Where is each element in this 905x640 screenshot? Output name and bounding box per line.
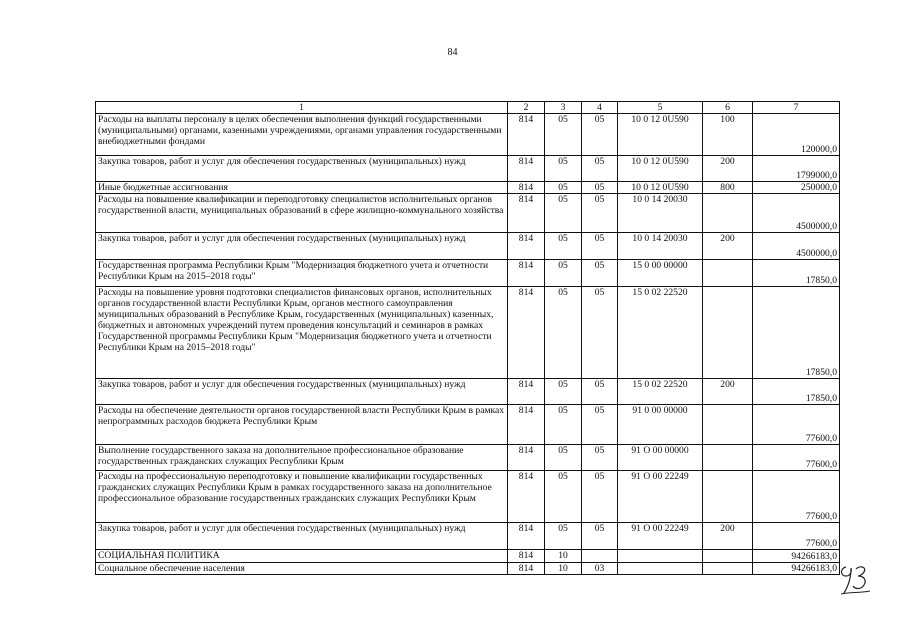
amount: 250000,0 xyxy=(753,182,840,194)
header-row xyxy=(96,102,840,114)
expense-type-code: 100 xyxy=(703,114,753,156)
budget-table xyxy=(95,101,840,575)
section-code: 05 xyxy=(545,182,582,194)
agency-code: 814 xyxy=(508,114,545,156)
amount: 17850,0 xyxy=(753,379,840,405)
target-article-code: 10 0 12 0U590 xyxy=(618,182,703,194)
row-description: Расходы на повышение квалификации и переподготовку специалистов исполнительных органов государственной власти, муниципальных образований в сфере жилищно-коммунального хозяйства xyxy=(96,194,508,233)
section-code: 05 xyxy=(545,405,582,445)
target-article-code xyxy=(618,563,703,575)
header-cell: 1 xyxy=(96,102,508,114)
subsection-code: 05 xyxy=(582,523,618,550)
agency-code: 814 xyxy=(508,523,545,550)
target-article-code: 10 0 14 20030 xyxy=(618,194,703,233)
expense-type-code: 200 xyxy=(703,233,753,260)
subsection-code: 05 xyxy=(582,156,618,182)
header-cell: 5 xyxy=(618,102,703,114)
expense-type-code xyxy=(703,405,753,445)
section-code: 05 xyxy=(545,233,582,260)
target-article-code: 91 О 00 22249 xyxy=(618,523,703,550)
table-row xyxy=(96,523,840,550)
subsection-code: 05 xyxy=(582,379,618,405)
header-cell: 7 xyxy=(753,102,840,114)
table-row xyxy=(96,379,840,405)
agency-code: 814 xyxy=(508,287,545,379)
row-description: Расходы на обеспечение деятельности органов государственной власти Республики Крым в рамках непрограммных расходов бюджета Республики Крым xyxy=(96,405,508,445)
target-article-code: 15 0 02 22520 xyxy=(618,287,703,379)
row-description: Расходы на профессиональную переподготовку и повышение квалификации государственных гражданских служащих Республики Крым в рамках государственного заказа на дополнительное профессиональное образование государственных гражданских служащих Республики Крым xyxy=(96,471,508,523)
target-article-code: 91 0 00 00000 xyxy=(618,405,703,445)
subsection-code: 05 xyxy=(582,445,618,471)
section-code: 05 xyxy=(545,260,582,287)
subsection-code: 05 xyxy=(582,233,618,260)
subsection-code: 05 xyxy=(582,194,618,233)
agency-code: 814 xyxy=(508,260,545,287)
table-row xyxy=(96,233,840,260)
table-row xyxy=(96,260,840,287)
subsection-code: 05 xyxy=(582,114,618,156)
section-code: 05 xyxy=(545,523,582,550)
row-description: Закупка товаров, работ и услуг для обеспечения государственных (муниципальных) нужд xyxy=(96,379,508,405)
amount: 94266183,0 xyxy=(753,550,840,563)
amount: 94266183,0 xyxy=(753,563,840,575)
expense-type-code: 200 xyxy=(703,156,753,182)
amount: 4500000,0 xyxy=(753,194,840,233)
agency-code: 814 xyxy=(508,405,545,445)
subsection-code: 05 xyxy=(582,287,618,379)
expense-type-code xyxy=(703,563,753,575)
agency-code: 814 xyxy=(508,445,545,471)
header-cell: 4 xyxy=(582,102,618,114)
expense-type-code xyxy=(703,445,753,471)
target-article-code: 91 О 00 22249 xyxy=(618,471,703,523)
expense-type-code xyxy=(703,194,753,233)
section-code: 05 xyxy=(545,156,582,182)
row-description: Закупка товаров, работ и услуг для обеспечения государственных (муниципальных) нужд xyxy=(96,233,508,260)
table-row xyxy=(96,287,840,379)
row-description: Иные бюджетные ассигнования xyxy=(96,182,508,194)
subsection-code xyxy=(582,550,618,563)
section-code: 10 xyxy=(545,550,582,563)
row-description: Выполнение государственного заказа на дополнительное профессиональное образование государственных гражданских служащих Республики Крым xyxy=(96,445,508,471)
table-row xyxy=(96,550,840,563)
header-cell: 6 xyxy=(703,102,753,114)
amount: 4500000,0 xyxy=(753,233,840,260)
amount: 77600,0 xyxy=(753,523,840,550)
expense-type-code: 200 xyxy=(703,379,753,405)
table-row xyxy=(96,114,840,156)
handwritten-page-mark-icon xyxy=(838,563,872,597)
agency-code: 814 xyxy=(508,471,545,523)
subsection-code: 03 xyxy=(582,563,618,575)
amount: 77600,0 xyxy=(753,445,840,471)
table-row xyxy=(96,445,840,471)
page-number: 84 xyxy=(447,47,458,58)
agency-code: 814 xyxy=(508,233,545,260)
subsection-code: 05 xyxy=(582,182,618,194)
expense-type-code xyxy=(703,287,753,379)
agency-code: 814 xyxy=(508,182,545,194)
row-description: Закупка товаров, работ и услуг для обеспечения государственных (муниципальных) нужд xyxy=(96,156,508,182)
section-code: 10 xyxy=(545,563,582,575)
amount: 17850,0 xyxy=(753,287,840,379)
target-article-code: 10 0 12 0U590 xyxy=(618,156,703,182)
row-description: Расходы на выплаты персоналу в целях обеспечения выполнения функций государственными (муниципальными) органами, казенными учреждениями, органами управления государственными внебюджетными фондами xyxy=(96,114,508,156)
section-code: 05 xyxy=(545,445,582,471)
table-row xyxy=(96,156,840,182)
table-row xyxy=(96,194,840,233)
target-article-code: 15 0 00 00000 xyxy=(618,260,703,287)
expense-type-code xyxy=(703,550,753,563)
target-article-code: 10 0 12 0U590 xyxy=(618,114,703,156)
table-row xyxy=(96,471,840,523)
table-row xyxy=(96,405,840,445)
section-code: 05 xyxy=(545,114,582,156)
expense-type-code: 200 xyxy=(703,523,753,550)
subsection-code: 05 xyxy=(582,260,618,287)
header-cell: 2 xyxy=(508,102,545,114)
amount: 1799000,0 xyxy=(753,156,840,182)
agency-code: 814 xyxy=(508,156,545,182)
expense-type-code: 800 xyxy=(703,182,753,194)
amount: 77600,0 xyxy=(753,471,840,523)
agency-code: 814 xyxy=(508,550,545,563)
agency-code: 814 xyxy=(508,194,545,233)
table-row xyxy=(96,563,840,575)
row-description: Закупка товаров, работ и услуг для обеспечения государственных (муниципальных) нужд xyxy=(96,523,508,550)
row-description: СОЦИАЛЬНАЯ ПОЛИТИКА xyxy=(96,550,508,563)
subsection-code: 05 xyxy=(582,471,618,523)
section-code: 05 xyxy=(545,194,582,233)
target-article-code: 91 О 00 00000 xyxy=(618,445,703,471)
target-article-code: 10 0 14 20030 xyxy=(618,233,703,260)
expense-type-code xyxy=(703,471,753,523)
target-article-code xyxy=(618,550,703,563)
expense-type-code xyxy=(703,260,753,287)
header-cell: 3 xyxy=(545,102,582,114)
target-article-code: 15 0 02 22520 xyxy=(618,379,703,405)
agency-code: 814 xyxy=(508,563,545,575)
section-code: 05 xyxy=(545,287,582,379)
row-description: Государственная программа Республики Крым "Модернизация бюджетного учета и отчетности Республики Крым на 2015–2018 годы" xyxy=(96,260,508,287)
section-code: 05 xyxy=(545,471,582,523)
row-description: Социальное обеспечение населения xyxy=(96,563,508,575)
amount: 77600,0 xyxy=(753,405,840,445)
subsection-code: 05 xyxy=(582,405,618,445)
amount: 17850,0 xyxy=(753,260,840,287)
table-row xyxy=(96,182,840,194)
row-description: Расходы на повышение уровня подготовки специалистов финансовых органов, исполнительных органов государственной власти Республики Крым, органов местного самоуправления муниципальных образований в Республике Крым, государственных (муниципальных) казенных, бюджетных и автономных учреждений путем проведения консультаций и семинаров в рамках Государственной программы Республики Крым "Модернизация бюджетного учета и отчетности Республики Крым на 2015–2018 годы" xyxy=(96,287,508,379)
agency-code: 814 xyxy=(508,379,545,405)
section-code: 05 xyxy=(545,379,582,405)
amount: 120000,0 xyxy=(753,114,840,156)
